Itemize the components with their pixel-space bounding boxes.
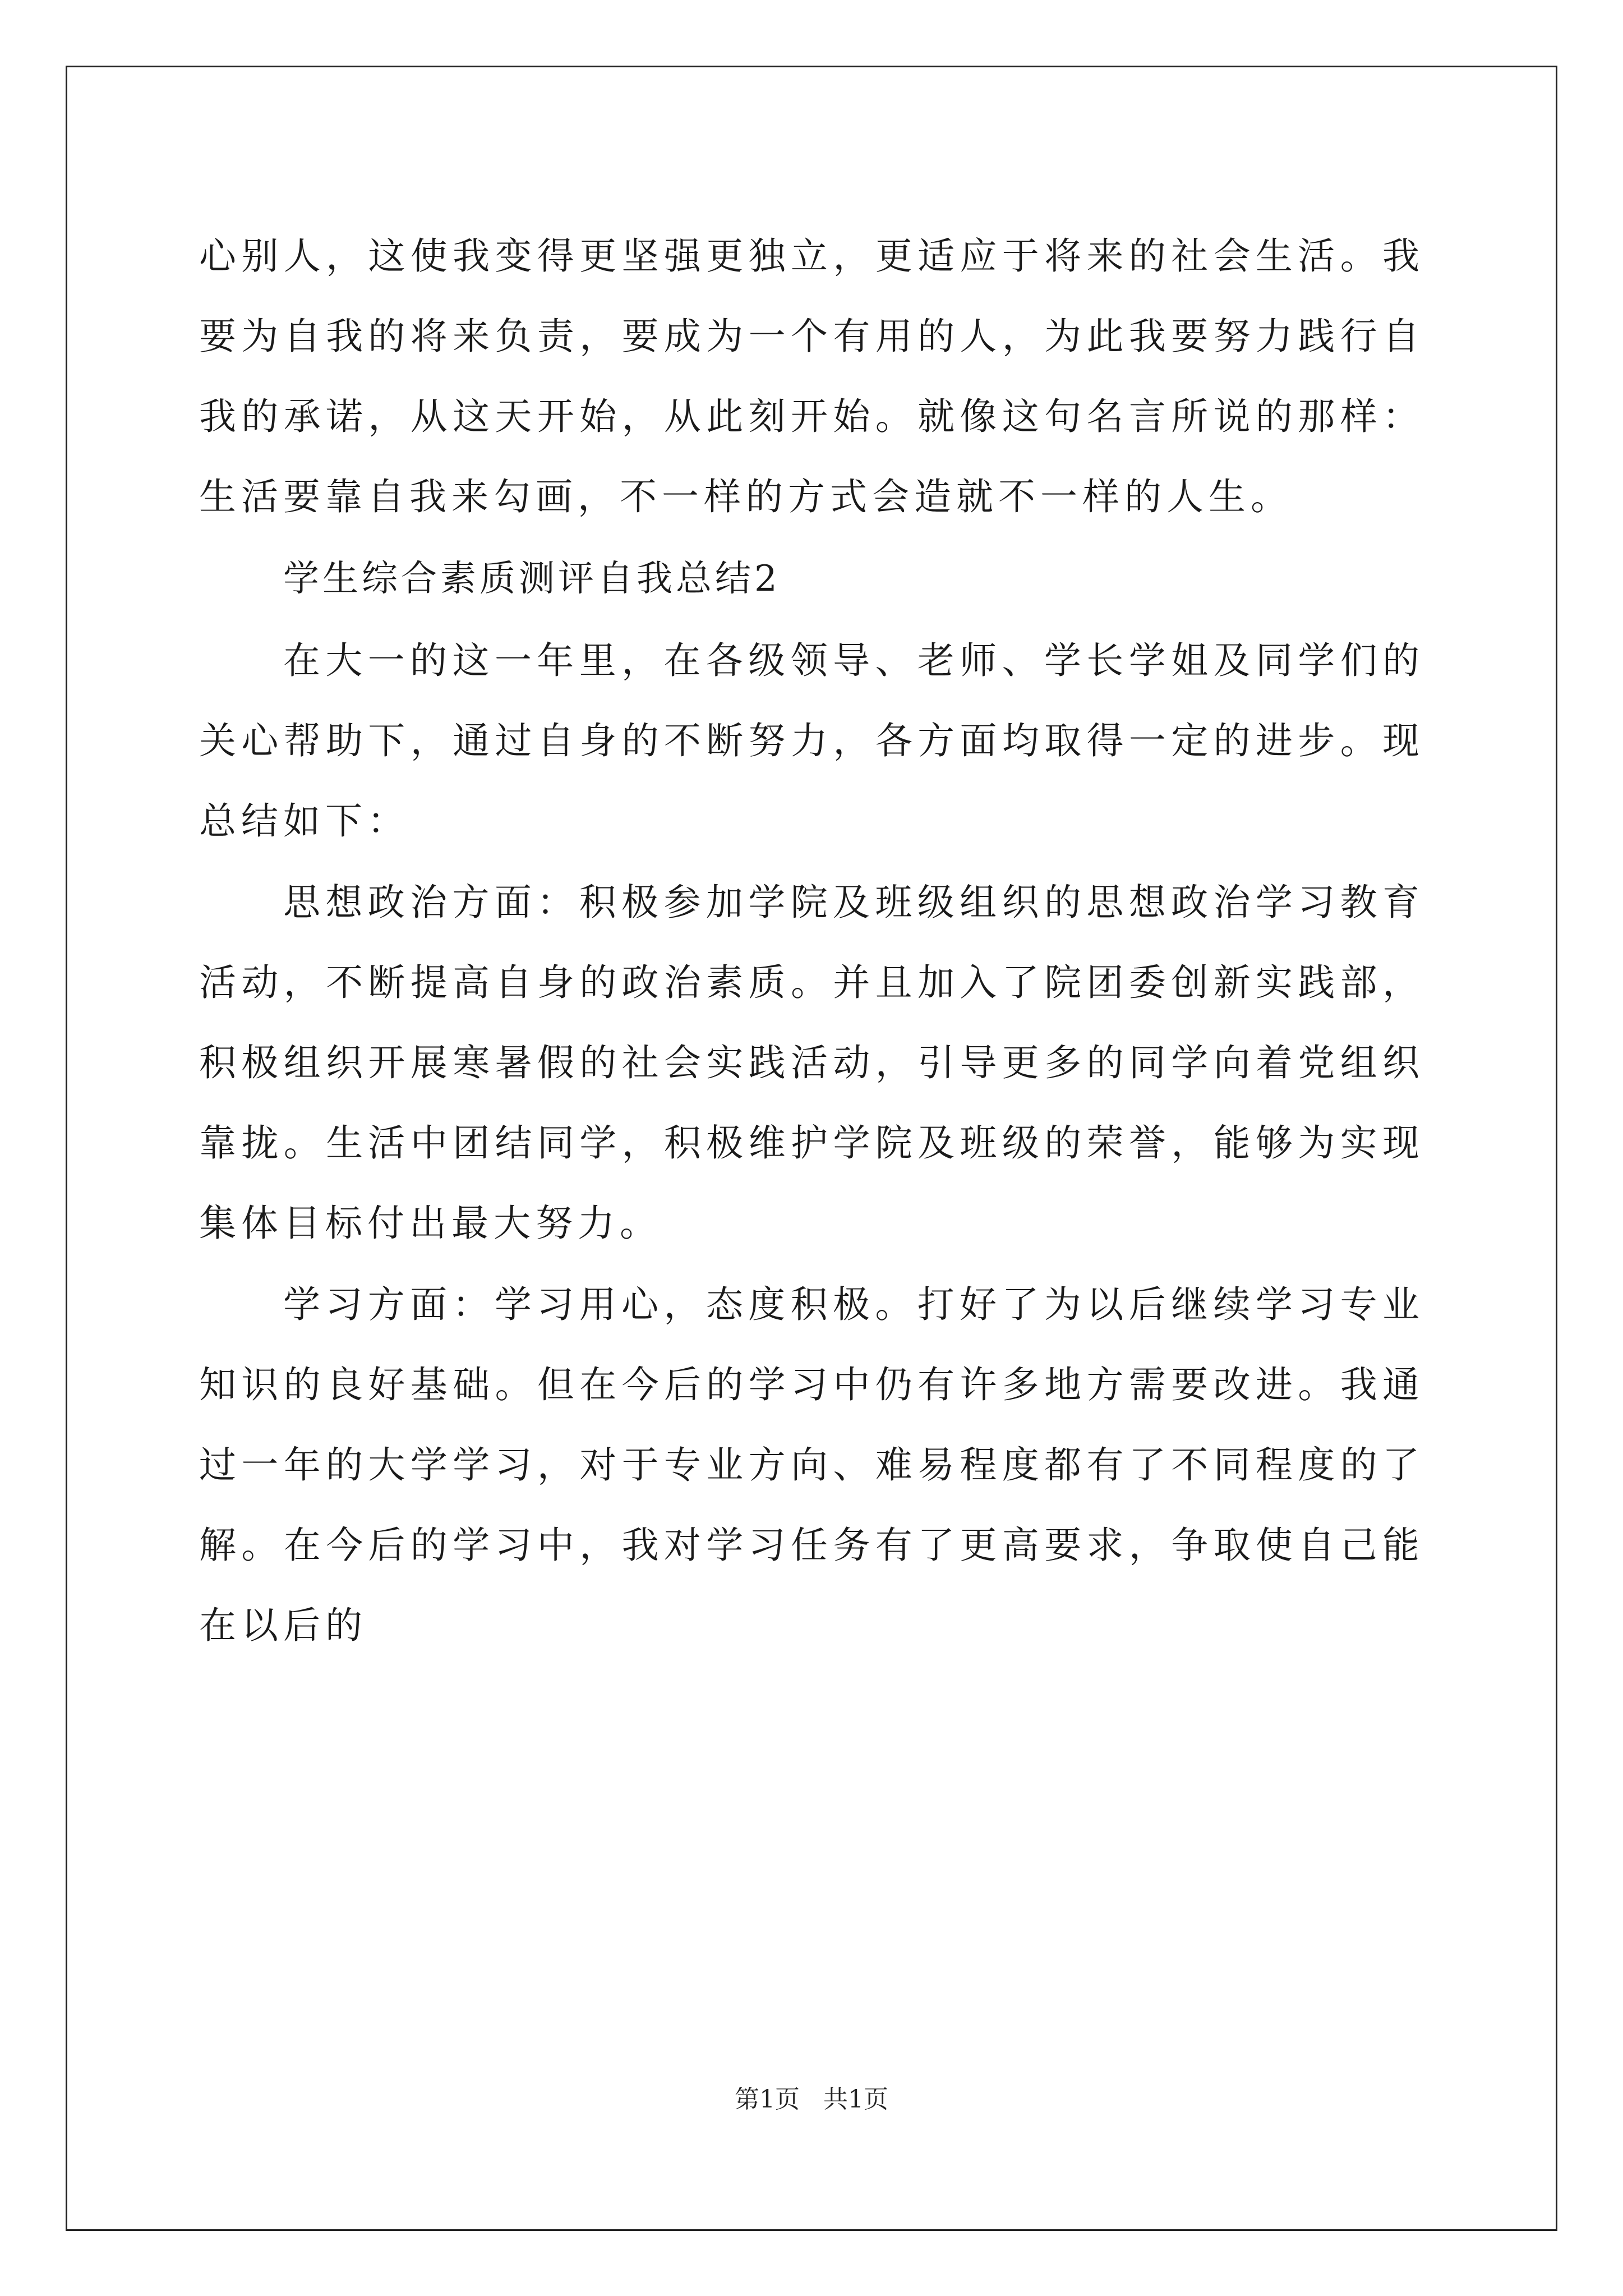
section-heading: 学生综合素质测评自我总结2 bbox=[283, 558, 781, 600]
document-body bbox=[199, 216, 1424, 1665]
paragraph-study: 学习方面：学习用心，态度积极。打好了为以后继续学习专业知识的良好基础。但在今后的学习中仍有许多地方需要改进。我通过一年的大学学习，对于专业方向、难易程度都有了不同程度的了解。在今后的学习中，我对学习任务有了更高要求，争取使自己能在以后的 bbox=[199, 1283, 1424, 1647]
paragraph-continuation: 心别人，这使我变得更坚强更独立，更适应于将来的社会生活。我要为自我的将来负责，要成为一个有用的人，为此我要努力践行自我的承诺，从这天开始，从此刻开始。就像这句名言所说的那样：生活要靠自我来勾画，不一样的方式会造就不一样的人生。 bbox=[199, 234, 1424, 518]
paragraph-political: 思想政治方面：积极参加学院及班级组织的思想政治学习教育活动，不断提高自身的政治素质。并且加入了院团委创新实践部，积极组织开展寒暑假的社会实践活动，引导更多的同学向着党组织靠拢。生活中团结同学，积极维护学院及班级的荣誉，能够为实现集体目标付出最大努力。 bbox=[199, 881, 1424, 1245]
page-number-footer: 第1页 共1页 bbox=[735, 2085, 888, 2114]
paragraph-intro: 在大一的这一年里，在各级领导、老师、学长学姐及同学们的关心帮助下，通过自身的不断努力，各方面均取得一定的进步。现总结如下： bbox=[199, 639, 1424, 843]
